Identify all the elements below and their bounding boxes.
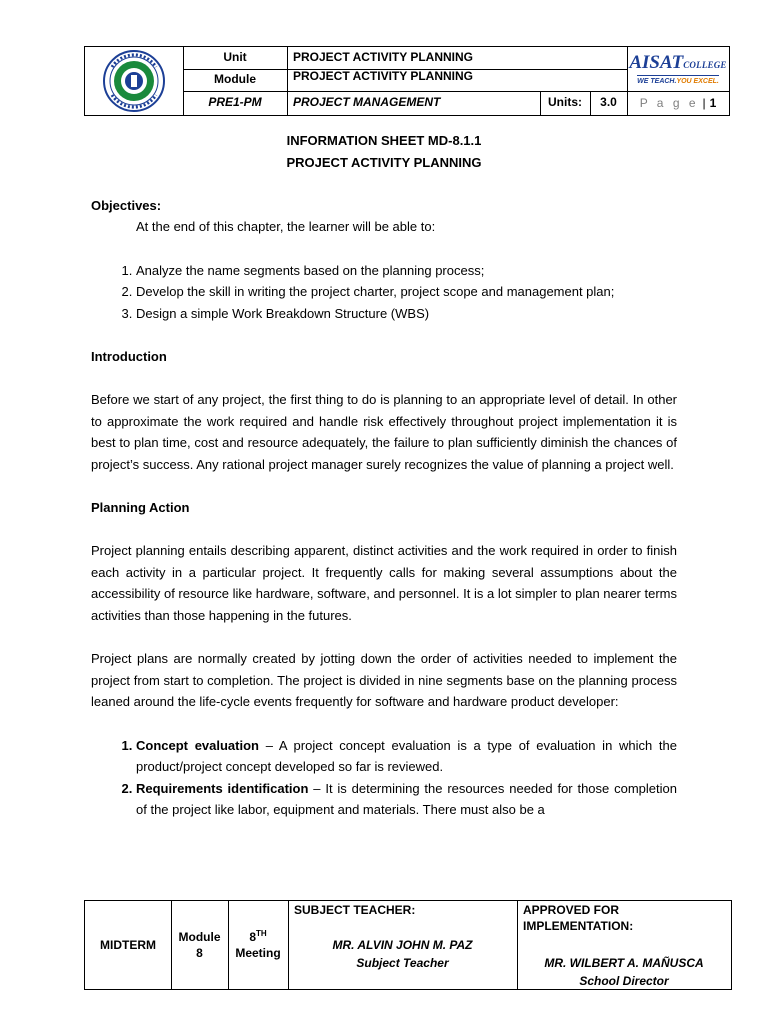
institution-seal-icon	[92, 49, 176, 113]
header-table	[84, 46, 730, 116]
subject-teacher-role: Subject Teacher	[356, 956, 449, 970]
college-logo-sub: COLLEGE	[683, 59, 727, 70]
subject-teacher-cell	[288, 901, 517, 989]
objective-item: 1. Analyze the name segments based on the planning process;	[136, 260, 677, 282]
segment-desc: – It is determining the resources needed for those completion of the project like labor, equipment and materials. There must also be a	[136, 780, 677, 818]
footer-table	[84, 900, 732, 990]
approval-heading: APPROVED FOR IMPLEMENTATION:	[523, 903, 634, 933]
director-role: School Director	[579, 974, 669, 988]
footer-meeting-label: Meeting	[235, 946, 281, 960]
planning-paragraph-1: Project planning entails describing apparent, distinct activities and the work required in order to finish each activity in a particular project. It frequently calls for making several assumptions about the accessibility of resource like hardware, software, and personnel. It is a lot simpler to plan nearer terms activities than those happening in the futures.	[91, 543, 677, 624]
segment-term: Requirements identification	[136, 780, 309, 796]
page-label: P a g e	[639, 96, 699, 110]
units-value: 3.0	[600, 95, 617, 109]
college-logo	[627, 47, 729, 91]
college-logo-name: AISAT	[629, 51, 684, 73]
footer-meeting-number: 8	[249, 930, 256, 944]
segment-item	[136, 778, 677, 821]
unit-label: Unit	[223, 50, 247, 64]
planning-paragraph-2: Project plans are normally created by jotting down the order of activities needed to implement the project from start to completion. The project is divided in nine segments base on the planning process leaned around the life-cycle events frequently for software and hardware product developer:	[91, 651, 677, 710]
page-indicator	[627, 92, 729, 114]
director-name: MR. WILBERT A. MAÑUSCA	[544, 956, 704, 970]
objectives-heading: Objectives:	[91, 197, 162, 213]
footer-module-number: 8	[196, 946, 203, 960]
college-logo-tag-b: YOU EXCEL.	[676, 77, 719, 85]
sheet-subtitle: PROJECT ACTIVITY PLANNING	[286, 154, 482, 170]
footer-meeting	[228, 901, 288, 989]
planning-heading: Planning Action	[91, 500, 190, 516]
institution-seal	[85, 47, 183, 115]
course-code: PRE1-PM	[208, 95, 262, 109]
segment-desc: – A project concept evaluation is a type of evaluation in which the product/project concept developed so far is reviewed.	[136, 737, 677, 775]
segment-item	[136, 735, 677, 778]
college-logo-tag-a: WE TEACH.	[637, 77, 677, 85]
segments-list	[91, 735, 677, 821]
objective-item: 3. Design a simple Work Breakdown Structure (WBS)	[136, 303, 677, 325]
introduction-heading: Introduction	[91, 348, 167, 364]
footer-module-label: Module	[178, 930, 221, 944]
page-number: 1	[709, 96, 717, 110]
course-subject: PROJECT MANAGEMENT	[293, 95, 441, 109]
objectives-intro: At the end of this chapter, the learner will be able to:	[136, 219, 436, 235]
subject-teacher-heading: SUBJECT TEACHER:	[294, 903, 416, 917]
footer-module	[171, 901, 228, 989]
document-body	[91, 130, 677, 821]
segment-term: Concept evaluation	[136, 737, 259, 753]
objective-item: 2. Develop the skill in writing the project charter, project scope and management plan;	[136, 281, 677, 303]
approval-cell	[517, 901, 731, 989]
module-value: PROJECT ACTIVITY PLANNING	[293, 69, 474, 83]
sheet-title: INFORMATION SHEET MD-8.1.1	[286, 133, 482, 148]
page-separator: |	[702, 96, 706, 110]
units-label: Units:	[548, 95, 582, 109]
module-label: Module	[214, 72, 256, 86]
footer-term: MIDTERM	[100, 938, 156, 952]
unit-value: PROJECT ACTIVITY PLANNING	[293, 50, 474, 64]
introduction-paragraph: Before we start of any project, the first thing to do is planning to an appropriate level of detail. In other to approximate the work required and handle risk effectively throughout project implementation it is best to plan time, cost and resource adequately, the failure to plan sufficiently diminish the chances of project’s success. Any rational project manager surely recognizes the value of planning a project well.	[91, 392, 677, 472]
subject-teacher-name: MR. ALVIN JOHN M. PAZ	[332, 938, 473, 952]
objectives-list	[91, 260, 677, 325]
footer-meeting-sup: TH	[256, 929, 267, 938]
